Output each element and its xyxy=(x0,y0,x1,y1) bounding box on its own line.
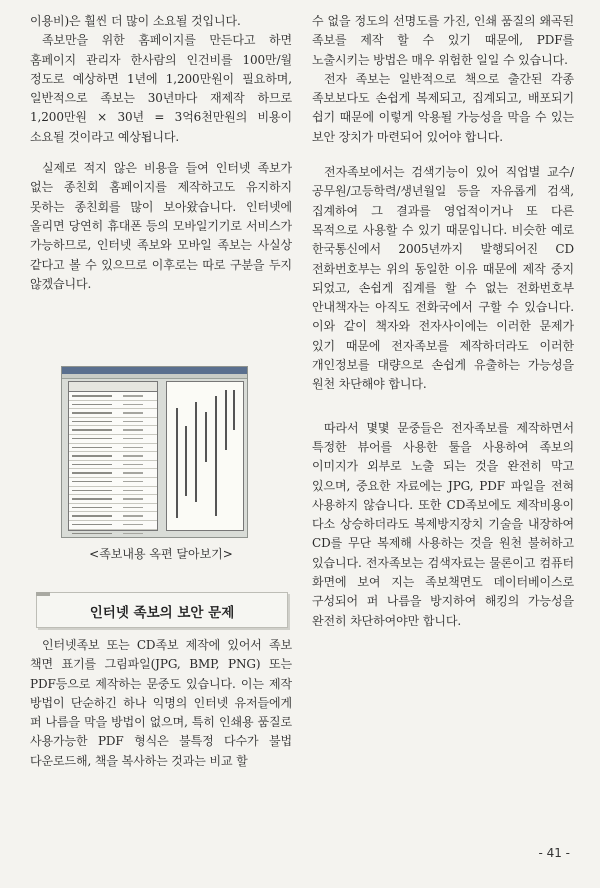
text-column xyxy=(195,402,197,502)
right-paragraph-4: 따라서 몇몇 문중들은 전자족보를 제작하면서 특정한 뷰어를 사용한 툴을 사용하여 족보의 이미지가 외부로 노출 되는 것을 완전히 막고 있으며, 중요한 자료에는 JPG, PDF 파일을 전혀 사용하지 않습니다. 또한 CD족보에도 제작비용이 다소 상승하더라도 복제방지장치 기술을 내장하여 CD를 무단 복제해 사용하는 것을 원천 불허하고 있습니다. 전자족보는 검색자료는 물론이고 컴퓨터 화면에 보여 지는 족보책면도 데이터베이스로 구성되어 퍼 나름을 방지하여 해킹의 가능성을 완전히 차단하여야만 합니다. xyxy=(312,420,574,628)
table-row xyxy=(69,478,157,487)
text-column xyxy=(176,408,178,518)
table-row xyxy=(69,504,157,513)
paragraph-gap xyxy=(312,395,574,419)
table-row xyxy=(69,401,157,410)
left-paragraph-4: 인터넷족보 또는 CD족보 제작에 있어서 족보 책면 표기를 그림파일(JPG, BMP, PNG) 또는 PDF등으로 제작하는 문중도 있습니다. 이는 제작 방법이 단순하긴 하나 익명의 인터넷 유저들에게 퍼 나름을 막을 방법이 없으며, 특히 인쇄용 품질로 사용가능한 PDF 형식은 불특정 다수가 불법 다운로드해, 책을 복사하는 것과는 비교 할 xyxy=(30,638,292,768)
table-row xyxy=(69,495,157,504)
text-column xyxy=(233,390,235,430)
table-row xyxy=(69,435,157,444)
search-result-table xyxy=(68,381,158,531)
text-column xyxy=(205,412,207,462)
section-heading: 인터넷 족보의 보안 문제 xyxy=(89,605,235,621)
text-column xyxy=(225,390,227,450)
table-row xyxy=(69,418,157,427)
window-menubar xyxy=(62,374,247,379)
table-row xyxy=(69,426,157,435)
text-column xyxy=(215,396,217,516)
table-row xyxy=(69,452,157,461)
table-row xyxy=(69,469,157,478)
right-column xyxy=(312,12,574,631)
window-titlebar xyxy=(62,367,247,374)
right-paragraph-2: 전자 족보는 일반적으로 책으로 출간된 각종 족보보다도 손쉽게 복제되고, 집계되고, 배포되기 쉽기 때문에 이렇게 악용될 가능성을 막을 수 있는 보안 장치가 마련되어 있어야 합니다. xyxy=(312,71,574,144)
table-row xyxy=(69,487,157,496)
table-row xyxy=(69,512,157,521)
table-row xyxy=(69,392,157,401)
paragraph-gap xyxy=(312,147,574,163)
left-column xyxy=(30,12,292,294)
right-paragraph-1: 수 없을 정도의 선명도를 가진, 인쇄 품질의 왜곡된 족보를 제작 할 수 있기 때문에, PDF를 노출시키는 방법은 매우 위험한 일일 수 있습니다. xyxy=(312,14,574,67)
table-row xyxy=(69,409,157,418)
table-row xyxy=(69,461,157,470)
table-header xyxy=(69,382,157,392)
table-row xyxy=(69,444,157,453)
left-paragraph-2: 족보만을 위한 홈페이지를 만든다고 하면 홈페이지 관리자 한사람의 인건비를 100만/월 정도로 예상하면 1년에 1,200만원이 필요하며, 일반적으로 족보는 30년마다 재제작 하므로 1,200만원 × 30년 = 3억6천만원의 비용이 소요될 것이라고 예상됩니다. xyxy=(30,33,292,144)
section-heading-box xyxy=(36,592,288,628)
table-row xyxy=(69,521,157,530)
figure-caption: <족보내용 옥편 달아보기> xyxy=(89,547,233,561)
table-row xyxy=(69,530,157,539)
text-column xyxy=(185,426,187,496)
left-paragraph-3: 실제로 적지 않은 비용을 들여 인터넷 족보가 없는 종친회 홈페이지를 제작하고도 유지하지 못하는 종친회를 많이 보아왔습니다. 인터넷에 올리면 당연히 휴대폰 등의 모바일기기로 서비스가 가능하므로, 인터넷 족보와 모바일 족보는 사실상 같다고 볼 수 있으므로 이후로는 따로 구분을 두지 않겠습니다. xyxy=(30,161,292,291)
heading-accent xyxy=(36,592,50,596)
genealogy-viewer-screenshot xyxy=(61,366,248,538)
left-column-lower xyxy=(30,636,292,771)
right-paragraph-3: 전자족보에서는 검색기능이 있어 직업별 교수/공무원/고등학력/생년월일 등을 자유롭게 검색, 집계하여 그 결과를 영업적이거나 또 다른 목적으로 사용할 수 있기 때문입니다. 비슷한 예로 한국통신에서 2005년까지 발행되어진 CD 전화번호부는 위의 동일한 이유 때문에 제작 중지 되었고, 손쉽게 집계를 할 수 없는 전화번호부 안내책자는 아직도 전화국에서 구할 수 있습니다. 이와 같이 책자와 전자사이에는 이러한 문제가 있기 때문에 전자족보를 제작하더라도 이러한 개인정보를 대량으로 손쉽게 유출하는 가능성을 원천 차단해야 합니다. xyxy=(312,165,574,392)
left-paragraph-1: 이용비)은 훨씬 더 많이 소요될 것입니다. xyxy=(30,14,241,28)
page-number: - 41 - xyxy=(538,846,570,860)
paragraph-gap xyxy=(30,147,292,159)
genealogy-page-preview xyxy=(166,381,244,531)
